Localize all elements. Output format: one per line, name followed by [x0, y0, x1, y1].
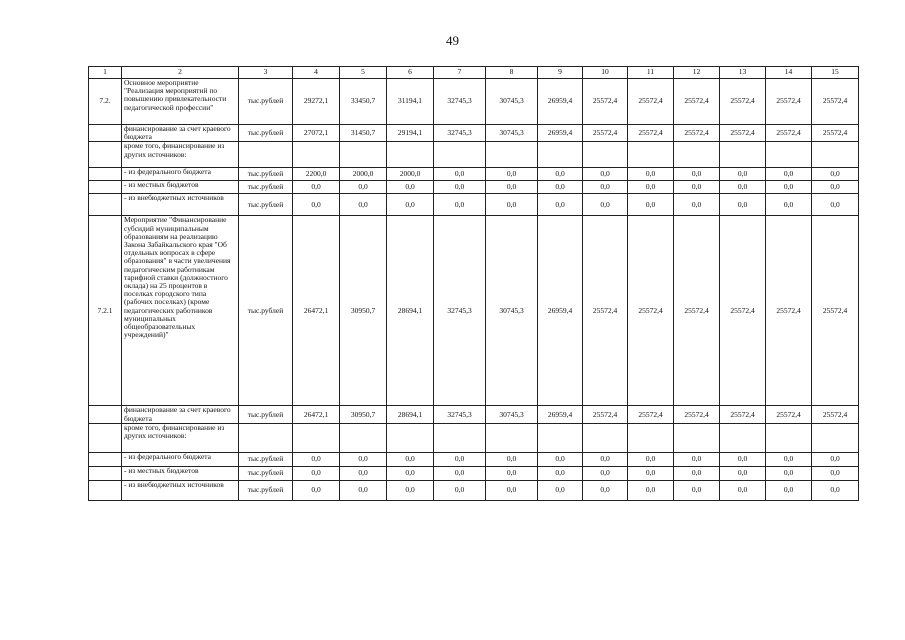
value-cell: 33450,7 — [340, 79, 387, 125]
row-description: кроме того, финансирование из других источников: — [122, 142, 239, 168]
value-cell: 0,0 — [766, 452, 812, 466]
value-cell: 0,0 — [583, 466, 628, 480]
value-cell: 0,0 — [812, 480, 859, 500]
value-cell: 0,0 — [720, 452, 766, 466]
table-row — [89, 168, 859, 181]
value-cell: 25572,4 — [720, 125, 766, 142]
value-cell: 25572,4 — [674, 125, 720, 142]
value-cell: 25572,4 — [812, 216, 859, 406]
value-cell — [538, 142, 583, 168]
value-cell: 26959,4 — [538, 216, 583, 406]
row-number — [89, 142, 122, 168]
row-number: 7.2. — [89, 79, 122, 125]
row-number — [89, 168, 122, 181]
value-cell: 0,0 — [387, 452, 434, 466]
column-header: 6 — [387, 67, 434, 79]
row-number — [89, 466, 122, 480]
value-cell: 32745,3 — [434, 216, 486, 406]
value-cell: 0,0 — [387, 181, 434, 194]
value-cell: 0,0 — [538, 168, 583, 181]
value-cell: 25572,4 — [674, 406, 720, 423]
value-cell: 0,0 — [434, 194, 486, 216]
value-cell: 0,0 — [434, 466, 486, 480]
value-cell: 0,0 — [674, 168, 720, 181]
value-cell: 0,0 — [538, 466, 583, 480]
column-header: 12 — [674, 67, 720, 79]
row-unit: тыс.рублей — [239, 480, 293, 500]
value-cell: 0,0 — [583, 168, 628, 181]
value-cell — [766, 423, 812, 452]
table-row — [89, 480, 859, 500]
row-description: - из внебюджетных источников — [122, 194, 239, 216]
value-cell: 0,0 — [812, 452, 859, 466]
row-description: кроме того, финансирование из других источников: — [122, 423, 239, 452]
value-cell — [583, 142, 628, 168]
column-header: 11 — [628, 67, 674, 79]
table-row — [89, 125, 859, 142]
value-cell: 0,0 — [812, 168, 859, 181]
value-cell: 0,0 — [387, 480, 434, 500]
value-cell — [812, 423, 859, 452]
value-cell — [628, 423, 674, 452]
value-cell: 0,0 — [720, 480, 766, 500]
row-description: - из федерального бюджета — [122, 168, 239, 181]
value-cell: 31450,7 — [340, 125, 387, 142]
value-cell — [293, 423, 340, 452]
value-cell — [293, 142, 340, 168]
row-description: Мероприятие "Финансирование субсидий муниципальным образованиям на реализацию Закона Забайкальского края "Об отдельных вопросах в сфере образования" в части увеличения педагогическим работникам тарифной ставки (должностного оклада) на 25 процентов в поселках городского типа (рабочих поселках) (кроме педагогических работников муниципальных общеобразовательных учреждений)" — [122, 216, 239, 406]
value-cell — [766, 142, 812, 168]
value-cell: 0,0 — [628, 452, 674, 466]
value-cell: 0,0 — [766, 181, 812, 194]
value-cell: 25572,4 — [766, 79, 812, 125]
value-cell: 30745,3 — [486, 406, 538, 423]
value-cell: 26472,1 — [293, 406, 340, 423]
value-cell: 25572,4 — [674, 79, 720, 125]
value-cell: 0,0 — [628, 466, 674, 480]
value-cell: 2000,0 — [340, 168, 387, 181]
value-cell: 0,0 — [720, 168, 766, 181]
value-cell: 25572,4 — [812, 125, 859, 142]
value-cell: 0,0 — [486, 194, 538, 216]
value-cell: 0,0 — [812, 181, 859, 194]
value-cell — [434, 142, 486, 168]
value-cell — [720, 423, 766, 452]
table-row — [89, 452, 859, 466]
value-cell: 0,0 — [628, 194, 674, 216]
table-row — [89, 79, 859, 125]
value-cell: 0,0 — [486, 181, 538, 194]
value-cell: 0,0 — [538, 452, 583, 466]
value-cell: 0,0 — [340, 452, 387, 466]
value-cell: 0,0 — [486, 466, 538, 480]
value-cell: 25572,4 — [720, 79, 766, 125]
value-cell: 0,0 — [674, 181, 720, 194]
value-cell: 25572,4 — [766, 216, 812, 406]
value-cell: 0,0 — [340, 466, 387, 480]
value-cell: 27072,1 — [293, 125, 340, 142]
column-header: 2 — [122, 67, 239, 79]
row-unit: тыс.рублей — [239, 452, 293, 466]
value-cell: 0,0 — [628, 480, 674, 500]
value-cell: 28694,1 — [387, 406, 434, 423]
value-cell: 25572,4 — [766, 125, 812, 142]
value-cell: 26472,1 — [293, 216, 340, 406]
value-cell: 28694,1 — [387, 216, 434, 406]
row-description: финансирование за счет краевого бюджета — [122, 125, 239, 142]
value-cell: 25572,4 — [583, 216, 628, 406]
value-cell — [486, 423, 538, 452]
value-cell: 0,0 — [674, 452, 720, 466]
value-cell: 0,0 — [387, 466, 434, 480]
value-cell: 25572,4 — [583, 406, 628, 423]
value-cell: 29194,1 — [387, 125, 434, 142]
row-number — [89, 406, 122, 423]
column-header: 14 — [766, 67, 812, 79]
value-cell: 0,0 — [293, 194, 340, 216]
row-description: - из местных бюджетов — [122, 181, 239, 194]
value-cell: 25572,4 — [720, 406, 766, 423]
value-cell: 0,0 — [628, 168, 674, 181]
value-cell — [674, 142, 720, 168]
value-cell: 0,0 — [340, 480, 387, 500]
row-unit: тыс.рублей — [239, 194, 293, 216]
row-unit: тыс.рублей — [239, 406, 293, 423]
value-cell — [538, 423, 583, 452]
row-number — [89, 423, 122, 452]
value-cell: 25572,4 — [766, 406, 812, 423]
row-unit: тыс.рублей — [239, 216, 293, 406]
value-cell: 0,0 — [293, 480, 340, 500]
table-row — [89, 181, 859, 194]
column-header: 5 — [340, 67, 387, 79]
value-cell: 0,0 — [434, 480, 486, 500]
value-cell: 32745,3 — [434, 79, 486, 125]
value-cell — [583, 423, 628, 452]
value-cell: 0,0 — [812, 194, 859, 216]
value-cell: 31194,1 — [387, 79, 434, 125]
value-cell: 25572,4 — [628, 216, 674, 406]
row-description: Основное мероприятие "Реализация мероприятий по повышению привлекательности педагогической профессии" — [122, 79, 239, 125]
table-row — [89, 216, 859, 406]
value-cell: 0,0 — [583, 480, 628, 500]
value-cell: 0,0 — [434, 181, 486, 194]
column-header: 15 — [812, 67, 859, 79]
value-cell — [340, 423, 387, 452]
value-cell: 0,0 — [583, 194, 628, 216]
budget-table — [88, 66, 859, 501]
column-header: 7 — [434, 67, 486, 79]
value-cell: 0,0 — [293, 452, 340, 466]
table-row — [89, 194, 859, 216]
value-cell: 0,0 — [538, 194, 583, 216]
value-cell: 0,0 — [674, 194, 720, 216]
value-cell: 26959,4 — [538, 79, 583, 125]
value-cell: 0,0 — [538, 181, 583, 194]
value-cell: 0,0 — [674, 480, 720, 500]
value-cell: 0,0 — [766, 480, 812, 500]
value-cell: 25572,4 — [812, 406, 859, 423]
table-row — [89, 466, 859, 480]
value-cell: 25572,4 — [720, 216, 766, 406]
value-cell: 0,0 — [486, 480, 538, 500]
row-number — [89, 480, 122, 500]
value-cell: 30745,3 — [486, 125, 538, 142]
value-cell: 0,0 — [486, 452, 538, 466]
value-cell: 2000,0 — [387, 168, 434, 181]
row-unit: тыс.рублей — [239, 125, 293, 142]
value-cell: 25572,4 — [628, 79, 674, 125]
value-cell — [434, 423, 486, 452]
value-cell: 32745,3 — [434, 125, 486, 142]
value-cell: 0,0 — [387, 194, 434, 216]
value-cell: 0,0 — [434, 452, 486, 466]
row-unit: тыс.рублей — [239, 466, 293, 480]
value-cell: 25572,4 — [628, 125, 674, 142]
value-cell: 0,0 — [766, 194, 812, 216]
value-cell — [340, 142, 387, 168]
table-row — [89, 423, 859, 452]
value-cell: 0,0 — [720, 466, 766, 480]
row-number — [89, 181, 122, 194]
value-cell — [628, 142, 674, 168]
value-cell: 25572,4 — [674, 216, 720, 406]
value-cell: 0,0 — [766, 466, 812, 480]
value-cell: 26959,4 — [538, 125, 583, 142]
value-cell: 0,0 — [766, 168, 812, 181]
row-number: 7.2.1 — [89, 216, 122, 406]
row-description: финансирование за счет краевого бюджета — [122, 406, 239, 423]
row-description: - из внебюджетных источников — [122, 480, 239, 500]
value-cell — [387, 423, 434, 452]
row-unit: тыс.рублей — [239, 181, 293, 194]
value-cell: 26959,4 — [538, 406, 583, 423]
value-cell — [387, 142, 434, 168]
row-number — [89, 452, 122, 466]
value-cell: 0,0 — [720, 194, 766, 216]
table-row — [89, 406, 859, 423]
value-cell: 0,0 — [720, 181, 766, 194]
column-header: 9 — [538, 67, 583, 79]
value-cell: 0,0 — [812, 466, 859, 480]
value-cell: 0,0 — [340, 194, 387, 216]
value-cell: 25572,4 — [628, 406, 674, 423]
value-cell: 25572,4 — [583, 79, 628, 125]
row-unit: тыс.рублей — [239, 168, 293, 181]
value-cell: 30950,7 — [340, 406, 387, 423]
value-cell: 30950,7 — [340, 216, 387, 406]
column-header: 4 — [293, 67, 340, 79]
column-header: 10 — [583, 67, 628, 79]
value-cell: 0,0 — [293, 181, 340, 194]
row-unit: тыс.рублей — [239, 79, 293, 125]
row-unit — [239, 142, 293, 168]
value-cell: 0,0 — [583, 181, 628, 194]
row-number — [89, 194, 122, 216]
value-cell: 2200,0 — [293, 168, 340, 181]
value-cell: 25572,4 — [583, 125, 628, 142]
column-header: 1 — [89, 67, 122, 79]
column-header: 13 — [720, 67, 766, 79]
row-number — [89, 125, 122, 142]
row-description: - из федерального бюджета — [122, 452, 239, 466]
value-cell: 0,0 — [628, 181, 674, 194]
value-cell: 0,0 — [340, 181, 387, 194]
value-cell: 29272,1 — [293, 79, 340, 125]
value-cell — [486, 142, 538, 168]
value-cell — [674, 423, 720, 452]
value-cell — [812, 142, 859, 168]
value-cell: 0,0 — [674, 466, 720, 480]
value-cell: 0,0 — [293, 466, 340, 480]
value-cell: 0,0 — [583, 452, 628, 466]
value-cell: 0,0 — [434, 168, 486, 181]
table-row — [89, 142, 859, 168]
row-unit — [239, 423, 293, 452]
value-cell: 0,0 — [486, 168, 538, 181]
value-cell: 30745,3 — [486, 79, 538, 125]
value-cell: 0,0 — [538, 480, 583, 500]
value-cell: 30745,3 — [486, 216, 538, 406]
table-body — [89, 67, 859, 501]
header-row — [89, 67, 859, 79]
row-description: - из местных бюджетов — [122, 466, 239, 480]
column-header: 8 — [486, 67, 538, 79]
value-cell — [720, 142, 766, 168]
value-cell: 25572,4 — [812, 79, 859, 125]
column-header: 3 — [239, 67, 293, 79]
value-cell: 32745,3 — [434, 406, 486, 423]
page-number: 49 — [446, 33, 459, 48]
